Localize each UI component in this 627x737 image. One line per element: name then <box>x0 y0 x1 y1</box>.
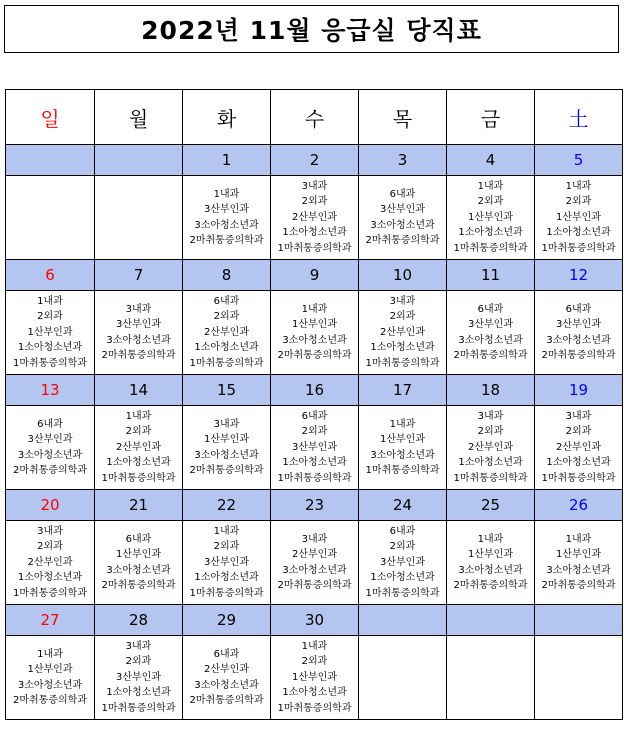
duty-entry: 1산부인과 <box>115 549 161 560</box>
duty-entry: 1소아청소년과 <box>282 687 347 699</box>
duty-list <box>6 647 94 709</box>
duty-entry: 2외과 <box>301 656 328 668</box>
weekday-wednesday: 수 <box>271 90 359 145</box>
duty-entry: 1산부인과 <box>27 326 73 338</box>
duty-cell <box>95 521 183 605</box>
duty-entry: 1내과 <box>301 640 328 652</box>
duty-row <box>6 291 623 375</box>
date-cell <box>535 605 623 636</box>
duty-entry: 1내과 <box>213 525 240 537</box>
duty-cell <box>271 406 359 490</box>
date-cell: 19 <box>535 375 623 406</box>
duty-cell <box>95 636 183 720</box>
duty-list <box>359 294 446 372</box>
duty-entry: 3소아청소년과 <box>17 449 83 461</box>
title-box <box>4 5 619 53</box>
duty-entry: 1내과 <box>37 648 63 660</box>
duty-entry: 2산부인과 <box>27 556 73 568</box>
weekday-sunday: 일 <box>6 90 95 145</box>
duty-entry: 1산부인과 <box>203 434 249 445</box>
duty-entry: 3내과 <box>389 295 416 307</box>
duty-entry: 1소아청소년과 <box>458 457 523 469</box>
duty-cell <box>6 521 95 605</box>
duty-entry: 1소아청소년과 <box>194 572 259 584</box>
weekday-friday: 금 <box>447 90 535 145</box>
date-cell <box>6 145 95 176</box>
duty-entry: 1마취통증의학과 <box>101 472 176 484</box>
duty-entry: 3내과 <box>477 410 504 422</box>
duty-entry: 2마취통증의학과 <box>453 350 528 361</box>
duty-entry: 3소아청소년과 <box>546 564 611 576</box>
duty-cell <box>6 406 95 490</box>
date-cell: 16 <box>271 375 359 406</box>
date-cell: 28 <box>95 605 183 636</box>
duty-entry: 1마취통증의학과 <box>277 472 352 484</box>
duty-list <box>271 409 358 487</box>
duty-entry: 1마취통증의학과 <box>277 702 352 714</box>
duty-entry: 3산부인과 <box>291 441 337 453</box>
weekday-saturday: 土 <box>535 90 623 145</box>
duty-cell <box>183 636 271 720</box>
duty-entry: 3산부인과 <box>467 319 513 330</box>
duty-entry: 3소아청소년과 <box>106 334 171 346</box>
duty-cell <box>359 176 447 260</box>
date-row <box>6 605 623 636</box>
date-cell: 5 <box>535 145 623 176</box>
date-cell: 25 <box>447 490 535 521</box>
duty-entry: 3내과 <box>37 525 63 537</box>
duty-cell <box>535 176 623 260</box>
duty-entry: 6내과 <box>565 303 592 315</box>
duty-row <box>6 521 623 605</box>
duty-entry: 2외과 <box>37 311 63 323</box>
duty-cell <box>359 406 447 490</box>
duty-entry: 2산부인과 <box>203 326 249 338</box>
duty-row <box>6 406 623 490</box>
duty-cell <box>271 636 359 720</box>
duty-entry: 2산부인과 <box>291 211 337 223</box>
date-cell: 14 <box>95 375 183 406</box>
date-row <box>6 490 623 521</box>
date-cell: 21 <box>95 490 183 521</box>
duty-entry: 3산부인과 <box>115 319 161 330</box>
duty-entry: 1마취통증의학과 <box>189 357 264 369</box>
duty-entry: 3소아청소년과 <box>370 449 435 461</box>
duty-entry: 1소아청소년과 <box>458 227 523 239</box>
duty-entry: 2마취통증의학과 <box>365 235 440 246</box>
duty-entry: 2외과 <box>477 426 504 438</box>
duty-list <box>535 532 622 594</box>
date-cell: 29 <box>183 605 271 636</box>
date-cell: 17 <box>359 375 447 406</box>
duty-list <box>447 409 534 487</box>
duty-entry: 1내과 <box>301 303 328 315</box>
weekday-header-row <box>6 90 623 145</box>
duty-entry: 1산부인과 <box>467 549 513 560</box>
duty-entry: 1마취통증의학과 <box>541 242 616 254</box>
duty-entry: 2산부인과 <box>555 441 601 453</box>
duty-list <box>447 532 534 594</box>
date-cell <box>447 605 535 636</box>
duty-cell <box>95 176 183 260</box>
duty-entry: 1마취통증의학과 <box>13 587 87 599</box>
duty-entry: 6내과 <box>389 188 416 200</box>
duty-entry: 3소아청소년과 <box>458 564 523 576</box>
duty-entry: 1소아청소년과 <box>106 687 171 699</box>
duty-entry: 1마취통증의학과 <box>541 472 616 484</box>
duty-cell <box>95 406 183 490</box>
date-cell: 4 <box>447 145 535 176</box>
duty-list <box>535 302 622 364</box>
duty-entry: 1내과 <box>477 533 504 545</box>
date-cell: 7 <box>95 260 183 291</box>
duty-entry: 1소아청소년과 <box>17 572 83 584</box>
duty-entry: 1내과 <box>213 188 240 200</box>
duty-entry: 1마취통증의학과 <box>365 465 440 476</box>
duty-entry: 2마취통증의학과 <box>277 350 352 361</box>
duty-cell <box>447 521 535 605</box>
date-cell: 1 <box>183 145 271 176</box>
duty-entry: 3내과 <box>125 640 152 652</box>
duty-entry: 3소아청소년과 <box>546 334 611 346</box>
duty-entry: 3소아청소년과 <box>194 449 259 461</box>
duty-list <box>6 524 94 602</box>
duty-list <box>535 179 622 257</box>
duty-entry: 2산부인과 <box>115 441 161 453</box>
duty-list <box>359 417 446 479</box>
duty-entry: 1산부인과 <box>291 671 337 683</box>
duty-list <box>183 647 270 709</box>
duty-list <box>95 409 182 487</box>
date-cell: 10 <box>359 260 447 291</box>
duty-entry: 3산부인과 <box>379 556 425 568</box>
duty-cell <box>271 521 359 605</box>
duty-entry: 3산부인과 <box>115 671 161 683</box>
duty-entry: 2마취통증의학과 <box>13 465 87 476</box>
date-cell: 13 <box>6 375 95 406</box>
duty-cell <box>359 291 447 375</box>
duty-entry: 1산부인과 <box>291 319 337 330</box>
duty-entry: 1마취통증의학과 <box>101 702 176 714</box>
duty-entry: 3내과 <box>213 418 240 430</box>
duty-entry: 2외과 <box>301 426 328 438</box>
weekday-monday: 월 <box>95 90 183 145</box>
duty-cell <box>183 176 271 260</box>
duty-entry: 2산부인과 <box>291 549 337 560</box>
page-title: 2022년 11월 응급실 당직표 <box>141 16 482 45</box>
duty-entry: 1소아청소년과 <box>546 227 611 239</box>
duty-entry: 1마취통증의학과 <box>365 587 440 599</box>
duty-entry: 1소아청소년과 <box>370 572 435 584</box>
duty-entry: 1내과 <box>565 533 592 545</box>
duty-cell <box>447 406 535 490</box>
duty-entry: 1내과 <box>565 180 592 192</box>
duty-entry: 2외과 <box>125 656 152 668</box>
duty-entry: 1내과 <box>389 418 416 430</box>
duty-list <box>95 639 182 717</box>
duty-entry: 1마취통증의학과 <box>453 472 528 484</box>
duty-cell <box>271 291 359 375</box>
duty-entry: 3소아청소년과 <box>194 679 259 691</box>
duty-entry: 1마취통증의학과 <box>365 357 440 369</box>
duty-cell <box>535 636 623 720</box>
duty-entry: 1소아청소년과 <box>282 227 347 239</box>
duty-entry: 2외과 <box>477 196 504 208</box>
duty-calendar <box>5 89 623 720</box>
duty-list <box>183 187 270 249</box>
date-row <box>6 145 623 176</box>
duty-entry: 1내과 <box>477 180 504 192</box>
duty-entry: 3소아청소년과 <box>106 564 171 576</box>
duty-list <box>447 302 534 364</box>
duty-list <box>359 187 446 249</box>
duty-cell <box>271 176 359 260</box>
duty-entry: 1산부인과 <box>27 664 73 675</box>
duty-entry: 1마취통증의학과 <box>453 242 528 254</box>
duty-entry: 2마취통증의학과 <box>189 695 264 706</box>
weekday-thursday: 목 <box>359 90 447 145</box>
duty-cell <box>447 291 535 375</box>
duty-entry: 2산부인과 <box>379 326 425 338</box>
duty-entry: 2마취통증의학과 <box>277 580 352 591</box>
date-row <box>6 260 623 291</box>
date-cell: 6 <box>6 260 95 291</box>
duty-entry: 3소아청소년과 <box>370 219 435 231</box>
date-cell: 26 <box>535 490 623 521</box>
duty-entry: 3소아청소년과 <box>282 334 347 346</box>
date-cell: 11 <box>447 260 535 291</box>
duty-entry: 1소아청소년과 <box>282 457 347 469</box>
date-cell: 24 <box>359 490 447 521</box>
date-cell: 23 <box>271 490 359 521</box>
duty-entry: 2마취통증의학과 <box>101 350 176 361</box>
duty-cell <box>359 636 447 720</box>
duty-list <box>6 417 94 479</box>
duty-entry: 2외과 <box>213 541 240 553</box>
duty-entry: 1소아청소년과 <box>546 457 611 469</box>
duty-entry: 3소아청소년과 <box>17 679 83 691</box>
duty-entry: 6내과 <box>37 418 63 430</box>
duty-list <box>271 179 358 257</box>
duty-entry: 1소아청소년과 <box>194 342 259 354</box>
duty-entry: 6내과 <box>213 648 240 660</box>
duty-cell <box>95 291 183 375</box>
duty-entry: 1산부인과 <box>555 549 601 560</box>
duty-entry: 3산부인과 <box>27 434 73 445</box>
duty-list <box>535 409 622 487</box>
date-cell: 30 <box>271 605 359 636</box>
date-cell: 2 <box>271 145 359 176</box>
duty-entry: 1마취통증의학과 <box>13 357 87 369</box>
duty-entry: 2외과 <box>125 426 152 438</box>
duty-entry: 1산부인과 <box>379 434 425 445</box>
date-cell: 20 <box>6 490 95 521</box>
duty-entry: 1소아청소년과 <box>106 457 171 469</box>
duty-entry: 3내과 <box>301 533 328 545</box>
duty-entry: 2외과 <box>389 311 416 323</box>
duty-entry: 3내과 <box>301 180 328 192</box>
duty-entry: 6내과 <box>301 410 328 422</box>
duty-row <box>6 176 623 260</box>
duty-cell <box>535 291 623 375</box>
duty-entry: 3내과 <box>125 303 152 315</box>
duty-entry: 1내과 <box>125 410 152 422</box>
duty-cell <box>447 636 535 720</box>
duty-entry: 2외과 <box>389 541 416 553</box>
duty-cell <box>535 521 623 605</box>
duty-list <box>183 417 270 479</box>
duty-cell <box>6 291 95 375</box>
duty-cell <box>183 406 271 490</box>
calendar-body <box>6 90 623 720</box>
duty-entry: 2산부인과 <box>467 441 513 453</box>
duty-entry: 2마취통증의학과 <box>541 350 616 361</box>
duty-row <box>6 636 623 720</box>
duty-cell <box>447 176 535 260</box>
duty-cell <box>535 406 623 490</box>
duty-entry: 2외과 <box>213 311 240 323</box>
date-cell: 9 <box>271 260 359 291</box>
duty-list <box>447 179 534 257</box>
duty-list <box>183 524 270 602</box>
duty-entry: 1마취통증의학과 <box>189 587 264 599</box>
date-cell: 12 <box>535 260 623 291</box>
duty-list <box>95 532 182 594</box>
date-cell: 3 <box>359 145 447 176</box>
duty-list <box>271 639 358 717</box>
duty-entry: 2마취통증의학과 <box>101 580 176 591</box>
duty-entry: 3소아청소년과 <box>194 219 259 231</box>
duty-entry: 6내과 <box>125 533 152 545</box>
duty-entry: 3산부인과 <box>379 204 425 215</box>
duty-entry: 3소아청소년과 <box>458 334 523 346</box>
duty-entry: 2외과 <box>301 196 328 208</box>
date-cell <box>95 145 183 176</box>
duty-entry: 1소아청소년과 <box>17 342 83 354</box>
duty-cell <box>183 291 271 375</box>
duty-entry: 2마취통증의학과 <box>189 465 264 476</box>
duty-cell <box>183 521 271 605</box>
date-cell <box>359 605 447 636</box>
duty-entry: 1산부인과 <box>555 211 601 223</box>
duty-entry: 6내과 <box>213 295 240 307</box>
date-cell: 8 <box>183 260 271 291</box>
date-cell: 27 <box>6 605 95 636</box>
duty-entry: 2외과 <box>37 541 63 553</box>
duty-cell <box>6 636 95 720</box>
duty-entry: 2마취통증의학과 <box>13 695 87 706</box>
duty-entry: 3내과 <box>565 410 592 422</box>
duty-entry: 2산부인과 <box>203 664 249 675</box>
duty-entry: 1마취통증의학과 <box>277 242 352 254</box>
date-row <box>6 375 623 406</box>
duty-entry: 6내과 <box>477 303 504 315</box>
duty-list <box>6 294 94 372</box>
duty-list <box>95 302 182 364</box>
duty-list <box>359 524 446 602</box>
duty-entry: 2마취통증의학과 <box>541 580 616 591</box>
duty-entry: 1내과 <box>37 295 63 307</box>
duty-entry: 2외과 <box>565 426 592 438</box>
duty-cell <box>6 176 95 260</box>
duty-cell <box>359 521 447 605</box>
weekday-tuesday: 화 <box>183 90 271 145</box>
duty-entry: 3소아청소년과 <box>282 564 347 576</box>
date-cell: 22 <box>183 490 271 521</box>
duty-entry: 1산부인과 <box>467 211 513 223</box>
duty-entry: 2외과 <box>565 196 592 208</box>
duty-entry: 6내과 <box>389 525 416 537</box>
duty-list <box>271 532 358 594</box>
duty-entry: 3산부인과 <box>555 319 601 330</box>
duty-list <box>183 294 270 372</box>
duty-entry: 3산부인과 <box>203 556 249 568</box>
date-cell: 15 <box>183 375 271 406</box>
duty-entry: 3산부인과 <box>203 204 249 215</box>
duty-list <box>271 302 358 364</box>
duty-entry: 2마취통증의학과 <box>453 580 528 591</box>
duty-entry: 2마취통증의학과 <box>189 235 264 246</box>
duty-entry: 1소아청소년과 <box>370 342 435 354</box>
date-cell: 18 <box>447 375 535 406</box>
